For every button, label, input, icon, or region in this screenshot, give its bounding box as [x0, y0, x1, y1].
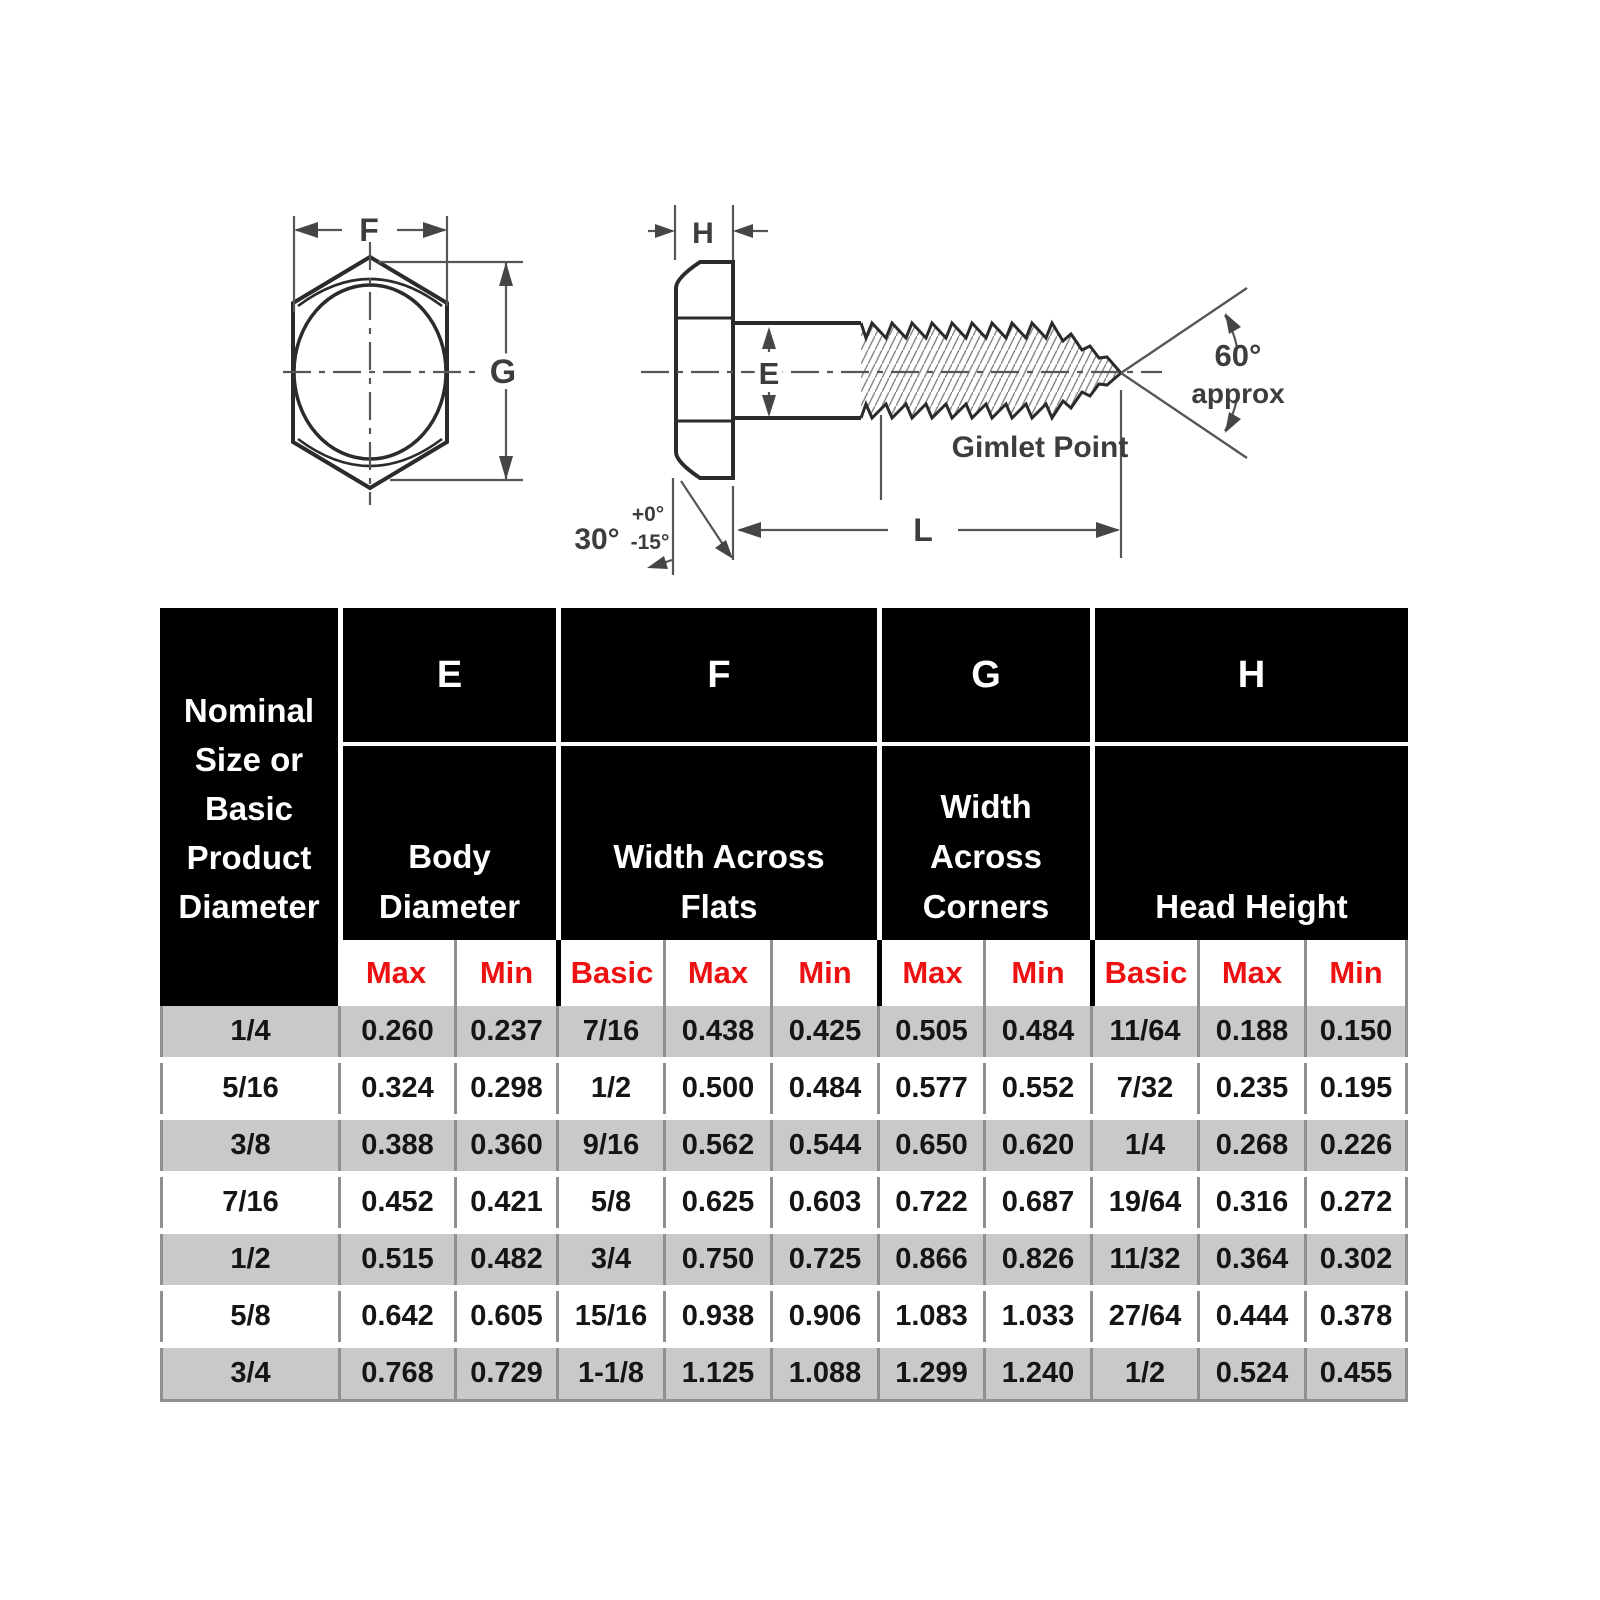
spec-value-cell: 1.083: [877, 1291, 983, 1342]
subheader-e-max: Max: [338, 940, 454, 1006]
spec-value-cell: 3/4: [556, 1234, 663, 1285]
spec-value-cell: 1.088: [770, 1348, 877, 1399]
spec-value-cell: 0.452: [338, 1177, 454, 1228]
dim-label-H: H: [692, 217, 714, 250]
col-group-name-head-height: Head Height: [1090, 746, 1408, 940]
dim-label-F: F: [359, 212, 379, 248]
col-group-letter-H: H: [1090, 608, 1408, 746]
dim-L: [733, 390, 1121, 560]
spec-value-cell: 0.316: [1197, 1177, 1304, 1228]
corner-header-line: Diameter: [178, 888, 320, 925]
spec-value-cell: 0.687: [983, 1177, 1090, 1228]
nominal-size-cell: 3/4: [160, 1348, 338, 1399]
dim-label-E: E: [758, 356, 780, 391]
spec-value-cell: 1.299: [877, 1348, 983, 1399]
spec-value-cell: 0.268: [1197, 1120, 1304, 1171]
spec-value-cell: 0.605: [454, 1291, 556, 1342]
dim-label-L: L: [913, 512, 933, 548]
subheader-h-max: Max: [1197, 940, 1304, 1006]
spec-value-cell: 0.768: [338, 1348, 454, 1399]
spec-value-cell: 0.729: [454, 1348, 556, 1399]
spec-value-cell: 7/32: [1090, 1063, 1197, 1114]
spec-value-cell: 0.324: [338, 1063, 454, 1114]
col-group-letter-G: G: [877, 608, 1090, 746]
spec-value-cell: 0.725: [770, 1234, 877, 1285]
col-group-letter-E: E: [338, 608, 556, 746]
arrowhead: [737, 522, 761, 538]
gimlet-point-label: Gimlet Point: [951, 431, 1129, 464]
nominal-size-cell: 3/8: [160, 1120, 338, 1171]
corner-header-line: Basic: [204, 790, 294, 827]
arrowhead: [1225, 412, 1241, 433]
arrowhead: [423, 222, 447, 238]
spec-value-cell: 0.188: [1197, 1006, 1304, 1057]
spec-value-cell: 0.235: [1197, 1063, 1304, 1114]
arrowhead: [655, 224, 675, 238]
nominal-size-cell: 5/8: [160, 1291, 338, 1342]
approx-label: approx: [1191, 378, 1285, 409]
nominal-size-cell: 1/4: [160, 1006, 338, 1057]
corner-header: [160, 608, 338, 1006]
nominal-size-cell: 7/16: [160, 1177, 338, 1228]
dim-label-G: G: [489, 353, 517, 391]
spec-value-cell: 0.938: [663, 1291, 770, 1342]
angle-60-label: 60°: [1214, 338, 1262, 373]
spec-value-cell: 0.750: [663, 1234, 770, 1285]
spec-value-cell: 0.455: [1304, 1348, 1408, 1399]
spec-value-cell: 0.500: [663, 1063, 770, 1114]
spec-value-cell: 0.906: [770, 1291, 877, 1342]
spec-value-cell: 0.195: [1304, 1063, 1408, 1114]
arrowhead: [1096, 522, 1120, 538]
spec-value-cell: 0.364: [1197, 1234, 1304, 1285]
spec-value-cell: 0.298: [454, 1063, 556, 1114]
spec-value-cell: 0.524: [1197, 1348, 1304, 1399]
spec-value-cell: 1/2: [556, 1063, 663, 1114]
subheader-h-basic: Basic: [1090, 940, 1197, 1006]
nominal-size-cell: 1/2: [160, 1234, 338, 1285]
col-group-name-width-across-flats: Width Across Flats: [556, 746, 877, 940]
thread-section: [861, 323, 1121, 418]
subheader-g-min: Min: [983, 940, 1090, 1006]
spec-value-cell: 1/2: [1090, 1348, 1197, 1399]
spec-value-cell: 0.562: [663, 1120, 770, 1171]
angle-30-annotation: [574, 478, 733, 575]
arrowhead: [762, 327, 776, 349]
nominal-size-cell: 5/16: [160, 1063, 338, 1114]
spec-value-cell: 0.642: [338, 1291, 454, 1342]
spec-value-cell: 0.360: [454, 1120, 556, 1171]
angle-30-label: 30°: [574, 523, 620, 556]
spec-value-cell: 0.444: [1197, 1291, 1304, 1342]
spec-value-cell: 0.438: [663, 1006, 770, 1057]
spec-value-cell: 0.826: [983, 1234, 1090, 1285]
spec-value-cell: 9/16: [556, 1120, 663, 1171]
spec-table-body: [160, 1006, 1408, 1402]
lag-screw-dimension-table: [160, 608, 1408, 1402]
spec-value-cell: 0.722: [877, 1177, 983, 1228]
subheader-h-min: Min: [1304, 940, 1408, 1006]
col-group-letter-F: F: [556, 608, 877, 746]
col-group-name-width-across-corners: Width Across Corners: [877, 746, 1090, 940]
lag-screw-technical-drawing: [0, 0, 1600, 600]
spec-value-cell: 1.240: [983, 1348, 1090, 1399]
arrowhead: [733, 224, 753, 238]
arrowhead: [715, 540, 733, 559]
spec-value-cell: 0.484: [770, 1063, 877, 1114]
dim-H: [648, 205, 768, 260]
subheader-f-min: Min: [770, 940, 877, 1006]
spec-value-cell: 0.388: [338, 1120, 454, 1171]
subheader-e-min: Min: [454, 940, 556, 1006]
spec-value-cell: 0.603: [770, 1177, 877, 1228]
arrowhead: [499, 262, 513, 286]
spec-value-cell: 0.544: [770, 1120, 877, 1171]
arrowhead: [294, 222, 318, 238]
spec-value-cell: 0.650: [877, 1120, 983, 1171]
spec-value-cell: 0.425: [770, 1006, 877, 1057]
spec-value-cell: 0.505: [877, 1006, 983, 1057]
spec-value-cell: 0.226: [1304, 1120, 1408, 1171]
spec-value-cell: 11/64: [1090, 1006, 1197, 1057]
spec-value-cell: 0.302: [1304, 1234, 1408, 1285]
spec-value-cell: 11/32: [1090, 1234, 1197, 1285]
spec-value-cell: 0.260: [338, 1006, 454, 1057]
spec-value-cell: 0.577: [877, 1063, 983, 1114]
spec-value-cell: 1.033: [983, 1291, 1090, 1342]
arrowhead: [499, 456, 513, 480]
spec-value-cell: 0.484: [983, 1006, 1090, 1057]
spec-value-cell: 0.237: [454, 1006, 556, 1057]
arrowhead: [647, 556, 668, 569]
spec-value-cell: 0.378: [1304, 1291, 1408, 1342]
arrowhead: [762, 395, 776, 417]
spec-value-cell: 0.150: [1304, 1006, 1408, 1057]
spec-value-cell: 0.515: [338, 1234, 454, 1285]
spec-value-cell: 0.272: [1304, 1177, 1408, 1228]
corner-header-line: Product: [186, 839, 312, 876]
col-group-name-body-diameter: Body Diameter: [338, 746, 556, 940]
dim-E: [759, 327, 780, 417]
spec-value-cell: 0.421: [454, 1177, 556, 1228]
subheader-f-basic: Basic: [556, 940, 663, 1006]
spec-value-cell: 7/16: [556, 1006, 663, 1057]
spec-value-cell: 15/16: [556, 1291, 663, 1342]
spec-value-cell: 0.620: [983, 1120, 1090, 1171]
subheader-g-max: Max: [877, 940, 983, 1006]
subheader-f-max: Max: [663, 940, 770, 1006]
spec-value-cell: 27/64: [1090, 1291, 1197, 1342]
spec-value-cell: 19/64: [1090, 1177, 1197, 1228]
spec-value-cell: 1-1/8: [556, 1348, 663, 1399]
tolerance-plus-label: +0°: [631, 503, 665, 526]
arrowhead: [1225, 313, 1241, 334]
spec-value-cell: 5/8: [556, 1177, 663, 1228]
spec-value-cell: 0.482: [454, 1234, 556, 1285]
spec-value-cell: 0.625: [663, 1177, 770, 1228]
spec-value-cell: 0.552: [983, 1063, 1090, 1114]
spec-value-cell: 0.866: [877, 1234, 983, 1285]
spec-value-cell: 1/4: [1090, 1120, 1197, 1171]
tolerance-minus-label: -15°: [630, 531, 670, 554]
corner-header-line: Nominal: [183, 692, 315, 729]
corner-header-line: Size or: [194, 741, 304, 778]
spec-value-cell: 1.125: [663, 1348, 770, 1399]
